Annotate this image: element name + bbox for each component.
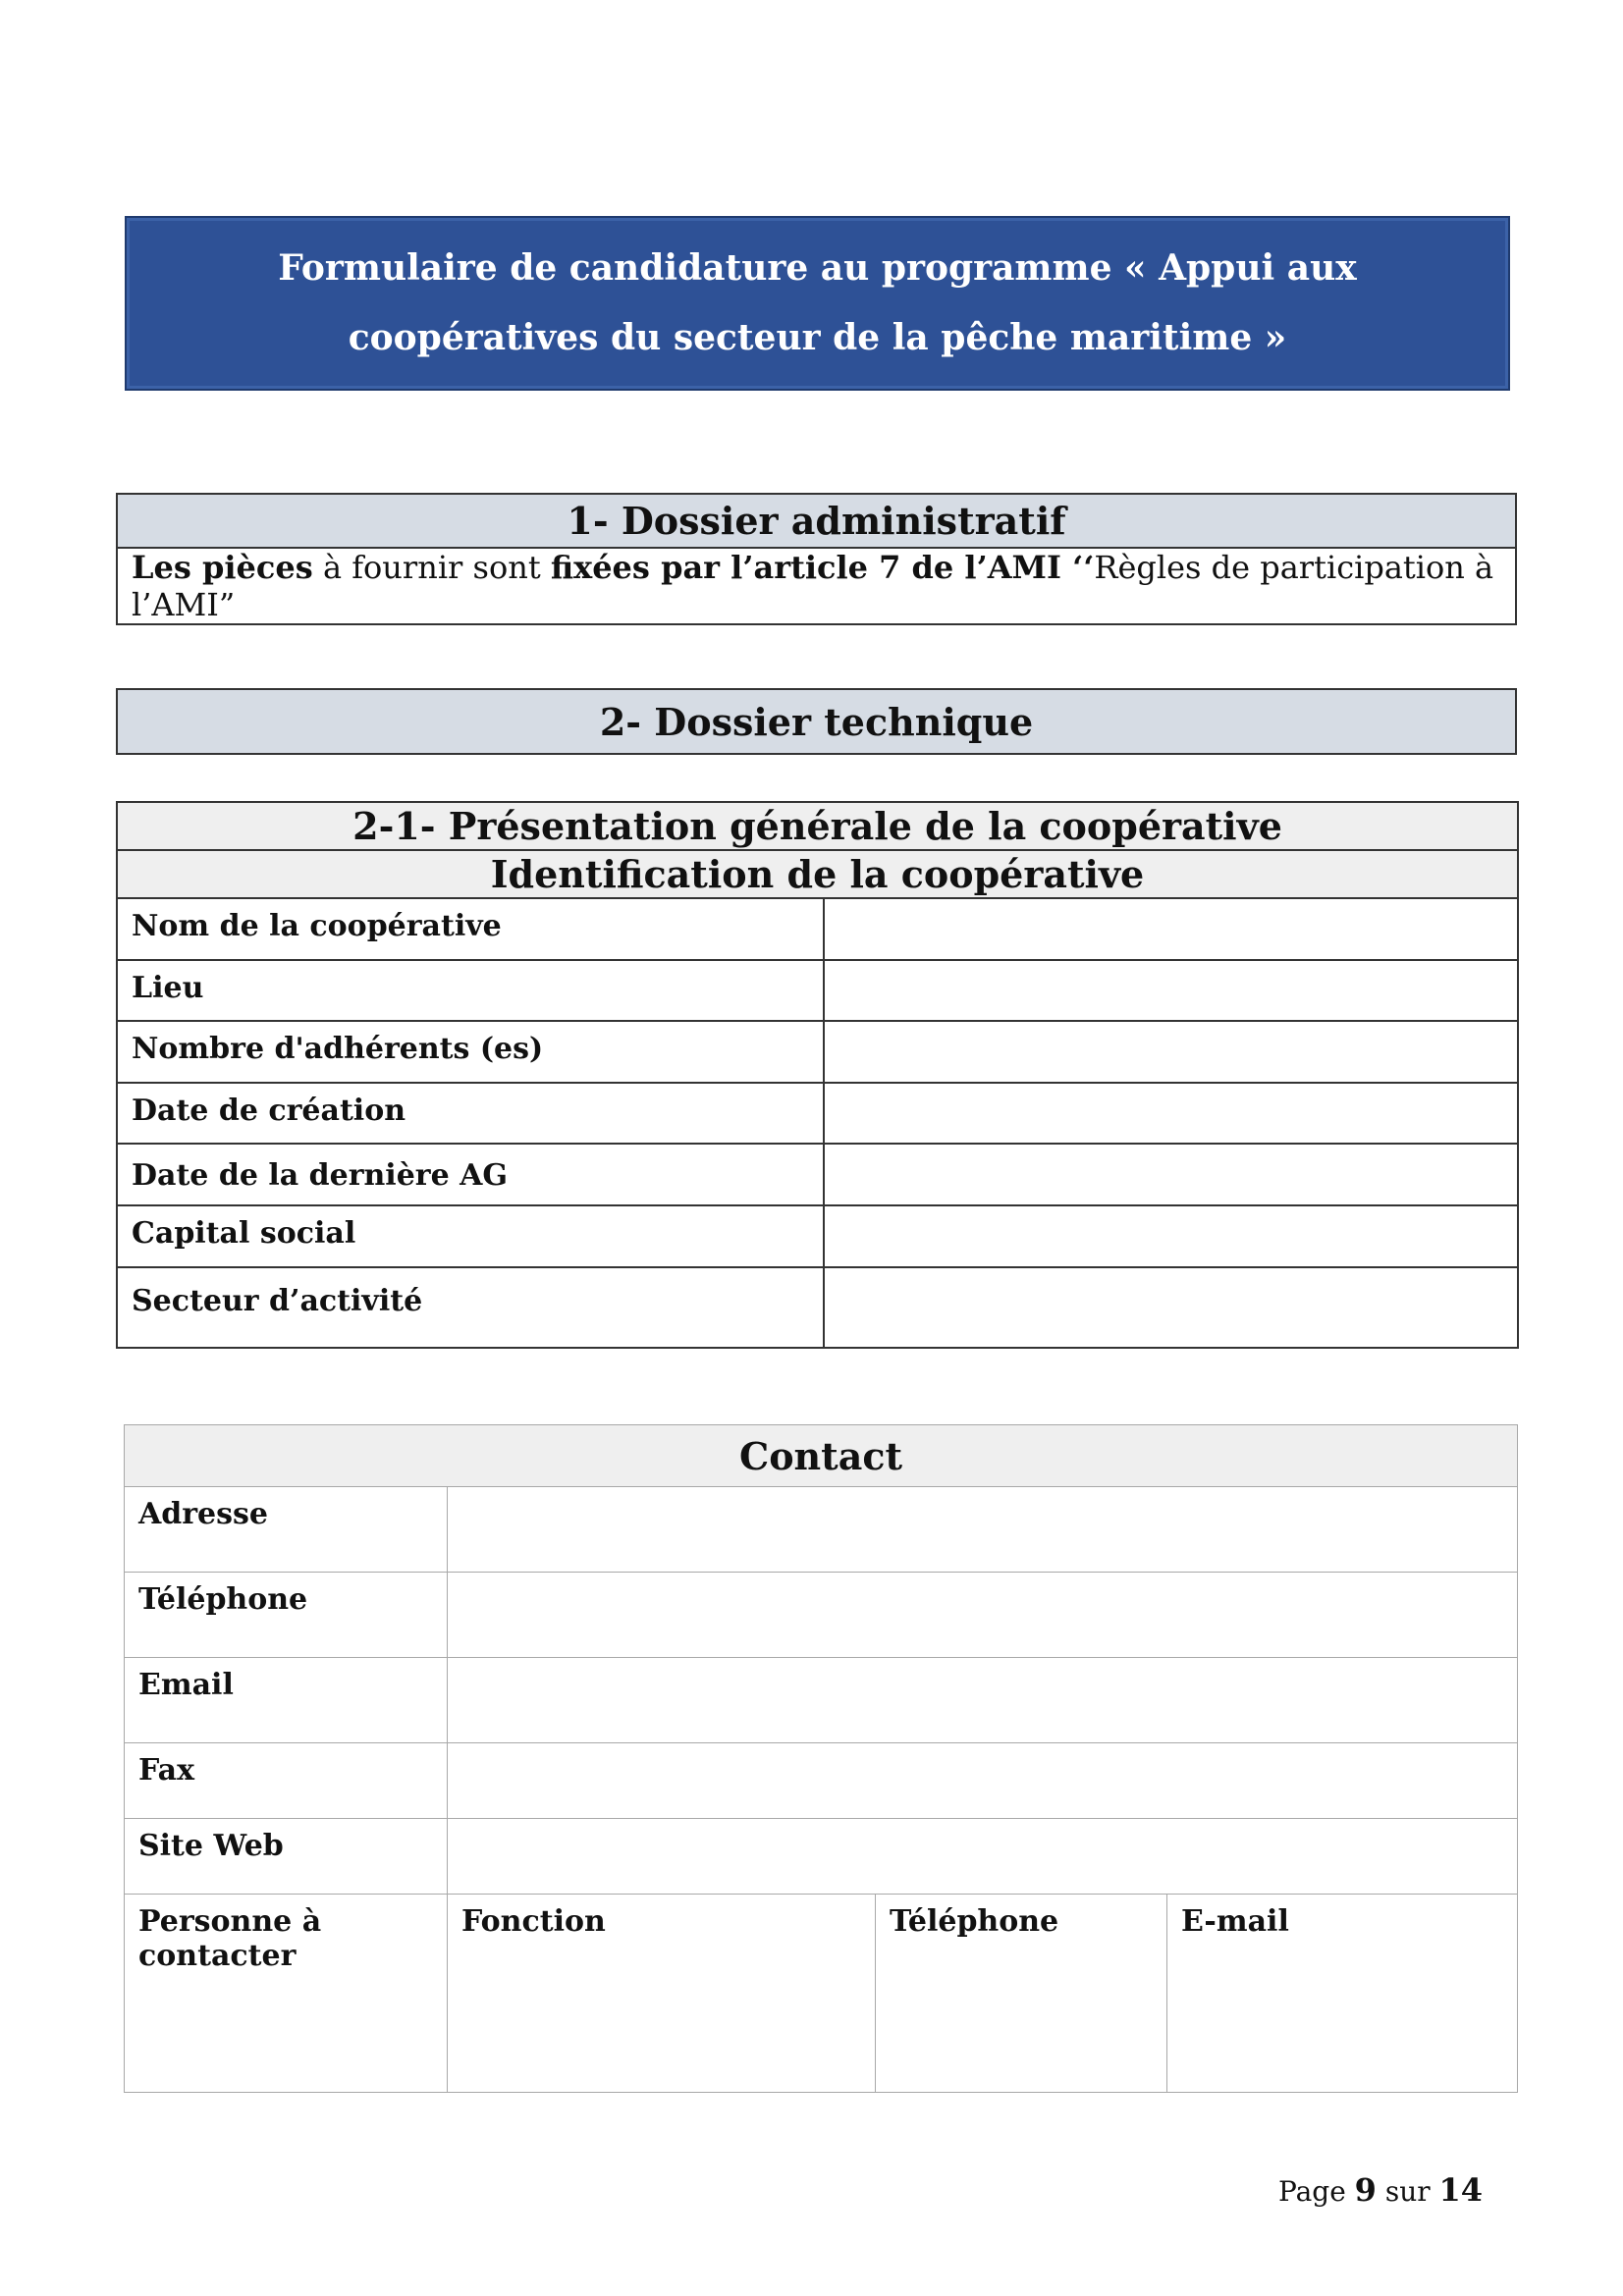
creation-date-label: Date de création [117, 1083, 824, 1144]
page-number: 9 [1354, 2171, 1377, 2209]
page-total: 14 [1438, 2171, 1484, 2209]
website-label: Site Web [125, 1819, 448, 1895]
contact-title: Contact [125, 1425, 1518, 1487]
email-label: Email [125, 1658, 448, 1743]
activity-sector-field[interactable] [824, 1267, 1518, 1348]
contact-table [124, 1424, 1518, 2093]
members-count-field[interactable] [824, 1021, 1518, 1083]
cooperative-name-field[interactable] [824, 898, 1518, 960]
page-sur: sur [1376, 2175, 1439, 2208]
phone-field[interactable] [448, 1573, 1518, 1658]
last-ag-date-field[interactable] [824, 1144, 1518, 1205]
form-title-banner [125, 216, 1510, 391]
desc-part-2: à fournir sont [312, 549, 551, 586]
section-technical [116, 688, 1517, 755]
presentation-table [116, 801, 1519, 1349]
address-field[interactable] [448, 1487, 1518, 1573]
desc-part-1: Les pièces [132, 549, 313, 586]
section-administrative-title: 1- Dossier administratif [117, 494, 1516, 548]
creation-date-field[interactable] [824, 1083, 1518, 1144]
phone-label: Téléphone [125, 1573, 448, 1658]
section-administrative-description [117, 548, 1516, 624]
members-count-label: Nombre d'adhérents (es) [117, 1021, 824, 1083]
contact-phone-label[interactable]: Téléphone [876, 1895, 1167, 2093]
address-label: Adresse [125, 1487, 448, 1573]
cooperative-name-label: Nom de la coopérative [117, 898, 824, 960]
function-label[interactable]: Fonction [448, 1895, 876, 2093]
last-ag-date-label: Date de la dernière AG [117, 1144, 824, 1205]
presentation-title: 2-1- Présentation générale de la coopérative [117, 802, 1518, 850]
location-label: Lieu [117, 960, 824, 1021]
activity-sector-label: Secteur d’activité [117, 1267, 824, 1348]
section-administrative [116, 493, 1517, 625]
contact-person-label: Personne à contacter [125, 1895, 448, 2093]
desc-part-3: fixées par l’article 7 de l’AMI ‘‘ [550, 549, 1095, 586]
website-field[interactable] [448, 1819, 1518, 1895]
fax-field[interactable] [448, 1743, 1518, 1819]
share-capital-field[interactable] [824, 1205, 1518, 1267]
page-footer [1278, 2171, 1483, 2209]
fax-label: Fax [125, 1743, 448, 1819]
form-title: Formulaire de candidature au programme « Appui aux coopératives du secteur de la pêche maritime » [278, 247, 1357, 358]
email-field[interactable] [448, 1658, 1518, 1743]
contact-email-label[interactable]: E-mail [1167, 1895, 1518, 2093]
share-capital-label: Capital social [117, 1205, 824, 1267]
section-technical-title: 2- Dossier technique [117, 689, 1516, 754]
identification-subtitle: Identification de la coopérative [117, 850, 1518, 898]
location-field[interactable] [824, 960, 1518, 1021]
page-label: Page [1278, 2175, 1355, 2208]
desc-part-4: Règles de participation à l’AMI” [132, 549, 1494, 623]
